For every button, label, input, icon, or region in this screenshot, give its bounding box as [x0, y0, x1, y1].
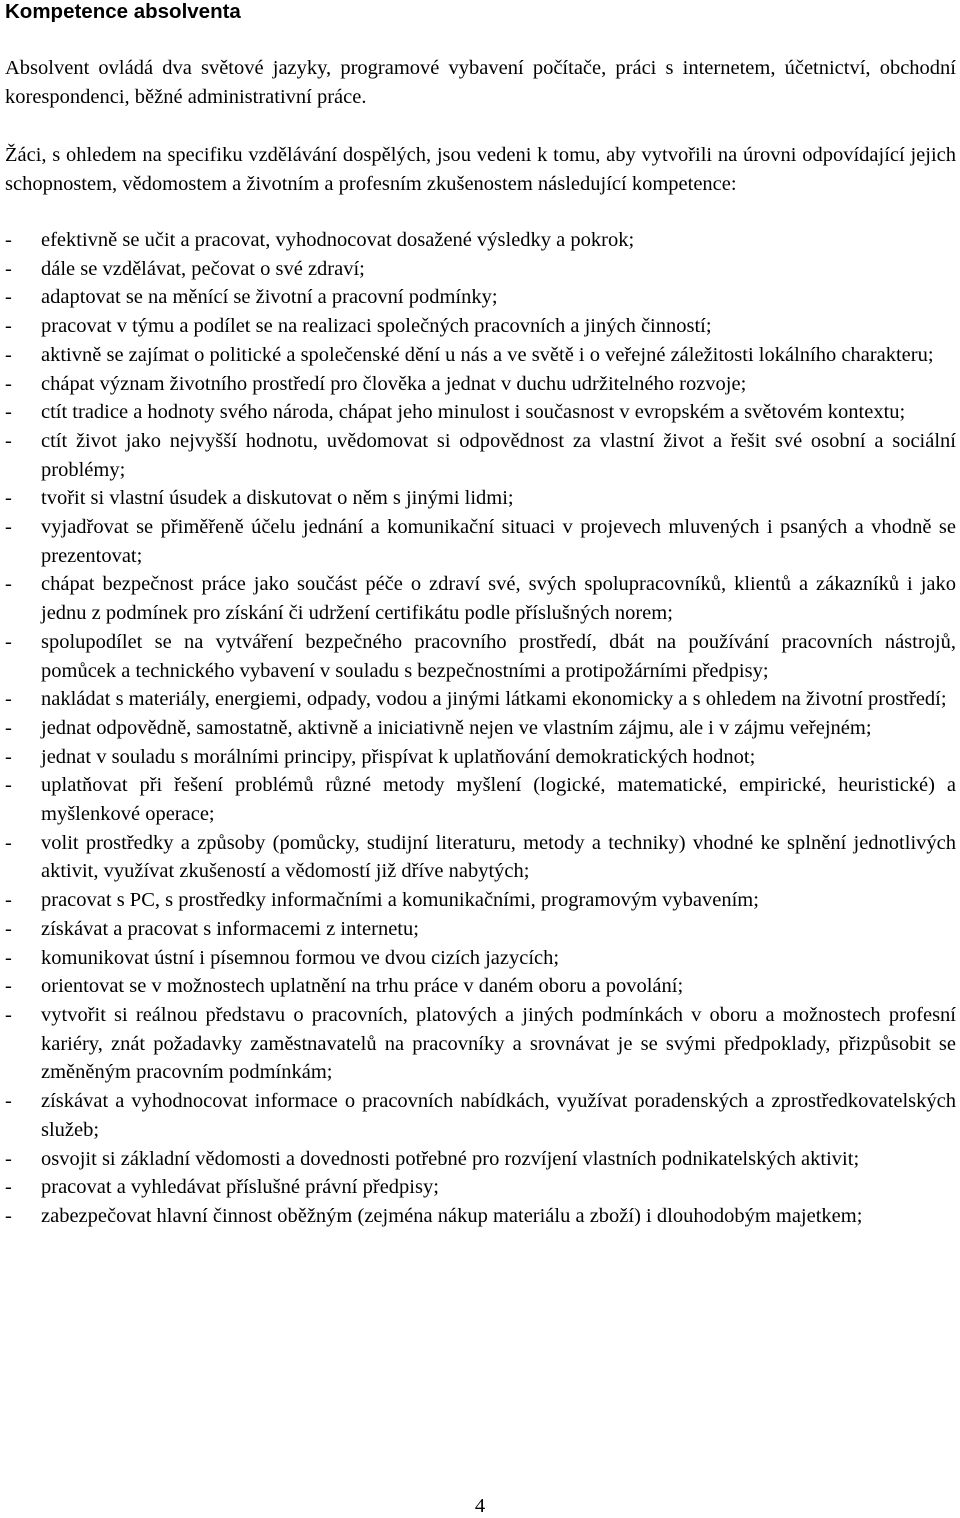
list-item-text: získávat a vyhodnocovat informace o pracovních nabídkách, využívat poradenských a zprostředkovatelských služeb; [41, 1090, 956, 1141]
page-number: 4 [474, 1495, 486, 1517]
list-item [5, 427, 956, 484]
list-bullet: - [5, 1147, 12, 1170]
list-item-text: efektivně se učit a pracovat, vyhodnocovat dosažené výsledky a pokrok; [41, 229, 635, 251]
list-item-text: jednat odpovědně, samostatně, aktivně a iniciativně nejen ve vlastním zájmu, ale i v zájmu veřejném; [41, 716, 872, 739]
list-item-text: dále se vzdělávat, pečovat o své zdraví; [41, 257, 365, 280]
list-item-text: chápat bezpečnost práce jako součást péče o zdraví své, svých spolupracovníků, klientů a zákazníků i jako jednu z podmínek pro získání či udržení certifikátu podle příslušných norem; [41, 573, 956, 625]
list-item [5, 944, 956, 973]
list-item-text: tvořit si vlastní úsudek a diskutovat o něm s jinými lidmi; [41, 487, 514, 510]
list-item [5, 1087, 956, 1144]
list-bullet: - [5, 630, 12, 653]
list-item [5, 226, 956, 255]
list-bullet: - [5, 229, 12, 251]
list-bullet: - [5, 716, 12, 739]
list-bullet: - [5, 1090, 12, 1113]
list-item [5, 1202, 956, 1231]
section-heading: Kompetence absolventa [5, 0, 241, 23]
list-item [5, 255, 956, 284]
list-bullet: - [5, 688, 12, 711]
list-item-text: pracovat a vyhledávat příslušné právní předpisy; [41, 1176, 439, 1199]
list-bullet: - [5, 315, 12, 338]
list-bullet: - [5, 1204, 12, 1227]
intro-paragraph: Absolvent ovládá dva světové jazyky, programové vybavení počítače, práci s internetem, účetnictví, obchodní korespondenci, běžné administrativní práce. [5, 57, 956, 108]
list-bullet: - [5, 429, 12, 452]
lead-paragraph: Žáci, s ohledem na specifiku vzdělávání dospělých, jsou vedeni k tomu, aby vytvořili na úrovni odpovídající jejich schopnostem, vědomostem a životním a profesním zkušenostem následující kompetence: [5, 144, 956, 195]
list-item [5, 398, 956, 427]
list-item [5, 743, 956, 772]
list-item [5, 341, 956, 370]
list-bullet: - [5, 487, 12, 510]
list-item [5, 714, 956, 743]
list-bullet: - [5, 917, 12, 940]
list-item-text: získávat a pracovat s informacemi z internetu; [41, 917, 419, 940]
list-bullet: - [5, 372, 12, 395]
list-bullet: - [5, 975, 12, 998]
list-item-text: spolupodílet se na vytváření bezpečného pracovního prostředí, dbát na používání pracovních nástrojů, pomůcek a technického vybavení v souladu s bezpečnostními a protipožárními předpisy; [41, 630, 956, 682]
list-item-text: chápat význam životního prostředí pro člověka a jednat v duchu udržitelného rozvoje; [41, 372, 747, 395]
list-item [5, 915, 956, 944]
list-item [5, 513, 956, 570]
list-bullet: - [5, 257, 12, 280]
list-item [5, 484, 956, 513]
list-item [5, 685, 956, 714]
list-item-text: ctít tradice a hodnoty svého národa, chápat jeho minulost i současnost v evropském a světovém kontextu; [41, 401, 906, 424]
list-item [5, 283, 956, 312]
list-bullet: - [5, 1176, 12, 1199]
list-item [5, 829, 956, 886]
list-item [5, 972, 956, 1001]
list-item-text: pracovat v týmu a podílet se na realizaci společných pracovních a jiných činností; [41, 315, 712, 338]
list-item-text: adaptovat se na měnící se životní a pracovní podmínky; [41, 286, 498, 309]
list-bullet: - [5, 889, 12, 912]
list-item [5, 1001, 956, 1087]
list-item-text: aktivně se zajímat o politické a společenské dění u nás a ve světě i o veřejné záležitosti lokálního charakteru; [41, 343, 934, 366]
list-item-text: uplatňovat při řešení problémů různé metody myšlení (logické, matematické, empirické, heuristické) a myšlenkové operace; [41, 774, 956, 826]
list-bullet: - [5, 343, 12, 366]
list-item-text: orientovat se v možnostech uplatnění na trhu práce v daném oboru a povolání; [41, 975, 684, 998]
list-item-text: pracovat s PC, s prostředky informačními a komunikačními, programovým vybavením; [41, 889, 759, 912]
list-item [5, 1173, 956, 1202]
list-bullet: - [5, 831, 12, 854]
list-item-text: osvojit si základní vědomosti a dovednosti potřebné pro rozvíjení vlastních podnikatelských aktivit; [41, 1147, 860, 1170]
list-item [5, 771, 956, 828]
list-item [5, 886, 956, 915]
list-item [5, 1145, 956, 1174]
list-item [5, 370, 956, 399]
list-item-text: komunikovat ústní i písemnou formou ve dvou cizích jazycích; [41, 946, 560, 969]
list-item-text: vyjadřovat se přiměřeně účelu jednání a komunikační situaci v projevech mluvených i psaných a vhodně se prezentovat; [41, 516, 956, 567]
list-item-text: nakládat s materiály, energiemi, odpady, vodou a jinými látkami ekonomicky a s ohledem na životní prostředí; [41, 688, 947, 711]
list-item-text: ctít život jako nejvyšší hodnotu, uvědomovat si odpovědnost za vlastní život a řešit své osobní a sociální problémy; [41, 429, 956, 481]
competence-list [5, 226, 956, 1231]
list-bullet: - [5, 516, 12, 539]
list-item [5, 628, 956, 685]
list-bullet: - [5, 1003, 12, 1026]
list-item [5, 570, 956, 627]
list-item [5, 312, 956, 341]
list-bullet: - [5, 573, 12, 596]
list-bullet: - [5, 401, 12, 424]
list-item-text: jednat v souladu s morálními principy, přispívat k uplatňování demokratických hodnot; [41, 745, 756, 768]
list-bullet: - [5, 745, 12, 768]
list-item-text: vytvořit si reálnou představu o pracovních, platových a jiných podmínkách v oboru a možnostech profesní kariéry, znát požadavky zaměstnavatelů na pracovníky a srovnávat je se svými předpoklady, přizpůsobit se změněným pracovním podmínkám; [41, 1003, 956, 1084]
list-bullet: - [5, 946, 12, 969]
list-item-text: zabezpečovat hlavní činnost oběžným (zejména nákup materiálu a zboží) i dlouhodobým majetkem; [41, 1204, 863, 1227]
list-bullet: - [5, 286, 12, 309]
list-item-text: volit prostředky a způsoby (pomůcky, studijní literaturu, metody a techniky) vhodné ke splnění jednotlivých aktivit, využívat zkušeností a vědomostí již dříve nabytých; [41, 831, 956, 883]
list-bullet: - [5, 774, 12, 797]
